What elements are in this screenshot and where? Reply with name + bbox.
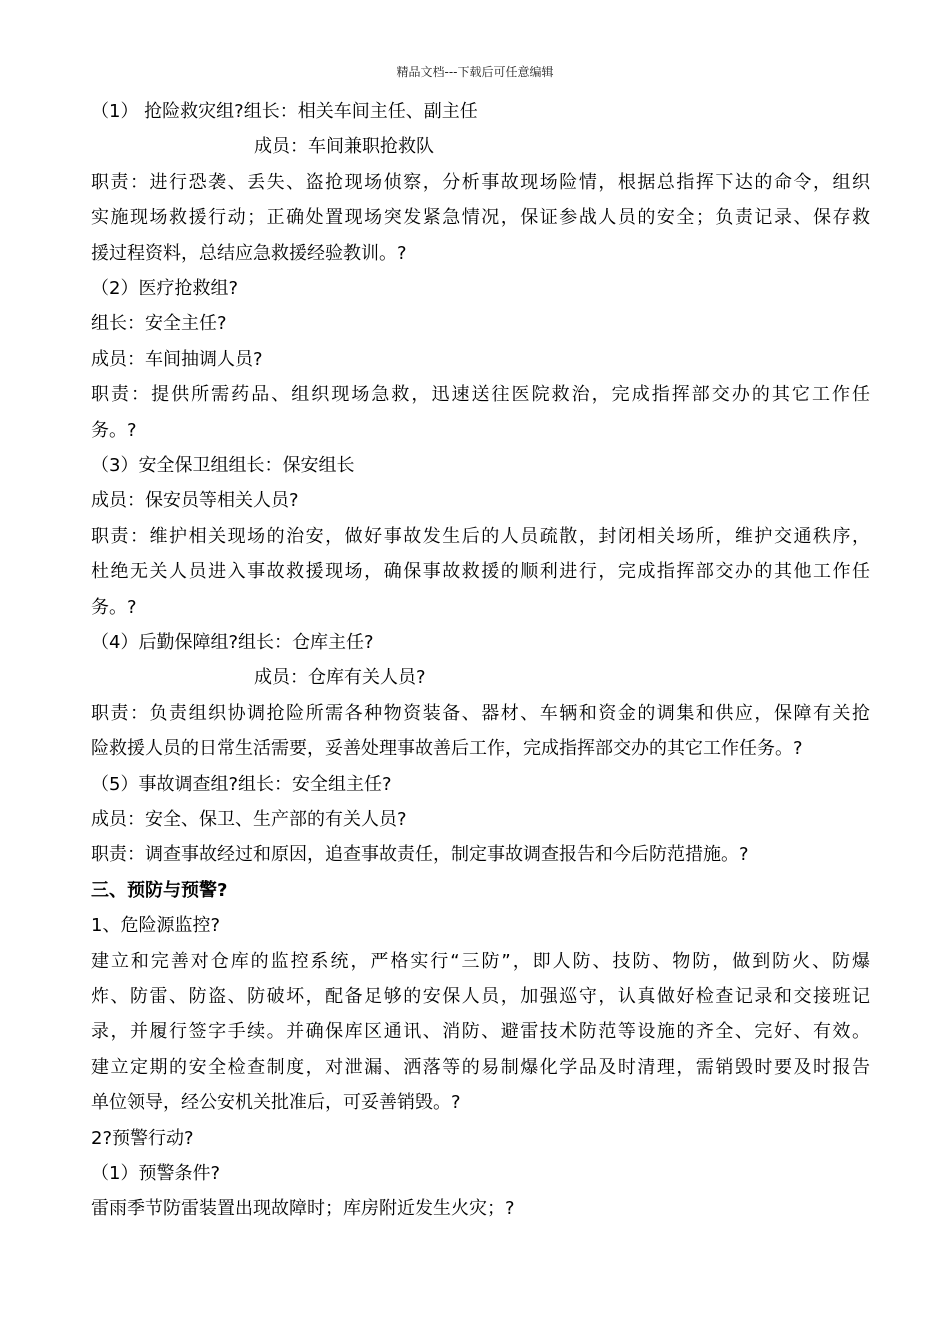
subsection-hazard-monitoring: 1、危险源监控? bbox=[91, 915, 221, 936]
team-security-duty-line2: 杜绝无关人员进入事故救援现场，确保事故救援的顺利进行，完成指挥部交办的其他工作任 bbox=[91, 561, 870, 582]
hazard-paragraph-line5: 单位领导，经公安机关批准后，可妥善销毁。? bbox=[91, 1092, 461, 1113]
team-security-duty-line3: 务。? bbox=[91, 597, 137, 618]
hazard-paragraph-line4: 建立定期的安全检查制度，对泄漏、洒落等的易制爆化学品及时清理，需销毁时要及时报告 bbox=[91, 1057, 870, 1078]
team-logistics-duty-line1: 职责：负责组织协调抢险所需各种物资装备、器材、车辆和资金的调集和供应，保障有关抢 bbox=[91, 703, 870, 724]
team-rescue-duty-line3: 援过程资料，总结应急救援经验教训。? bbox=[91, 243, 407, 264]
team-investigation-heading: （5）事故调查组?组长：安全组主任? bbox=[91, 774, 392, 795]
team-security-heading: （3）安全保卫组组长：保安组长 bbox=[91, 455, 355, 476]
hazard-paragraph-line3: 录，并履行签字手续。并确保库区通讯、消防、避雷技术防范等设施的齐全、完好、有效。 bbox=[91, 1021, 870, 1042]
hazard-paragraph-line2: 炸、防雷、防盗、防破坏，配备足够的安保人员，加强巡守，认真做好检查记录和交接班记 bbox=[91, 986, 870, 1007]
team-logistics-duty-line2: 险救援人员的日常生活需要，妥善处理事故善后工作，完成指挥部交办的其它工作任务。? bbox=[91, 738, 803, 759]
team-rescue-duty-line2: 实施现场救援行动；正确处置现场突发紧急情况，保证参战人员的安全；负责记录、保存救 bbox=[91, 207, 870, 228]
team-rescue-members: 成员：车间兼职抢救队 bbox=[254, 136, 434, 157]
team-security-members: 成员：保安员等相关人员? bbox=[91, 490, 299, 511]
team-medical-leader: 组长：安全主任? bbox=[91, 313, 227, 334]
team-logistics-members: 成员：仓库有关人员? bbox=[254, 667, 426, 688]
team-investigation-members: 成员：安全、保卫、生产部的有关人员? bbox=[91, 809, 407, 830]
team-medical-members: 成员：车间抽调人员? bbox=[91, 349, 263, 370]
team-medical-heading: （2）医疗抢救组? bbox=[91, 278, 239, 299]
subsection-warning-action: 2?预警行动? bbox=[91, 1128, 194, 1149]
team-security-duty-line1: 职责：维护相关现场的治安，做好事故发生后的人员疏散，封闭相关场所，维护交通秩序， bbox=[91, 526, 870, 547]
team-logistics-heading: （4）后勤保障组?组长：仓库主任? bbox=[91, 632, 374, 653]
warning-conditions-text: 雷雨季节防雷装置出现故障时；库房附近发生火灾；? bbox=[91, 1198, 515, 1219]
page-header: 精品文档---下载后可任意编辑 bbox=[396, 65, 554, 79]
team-medical-duty-line2: 务。? bbox=[91, 420, 137, 441]
hazard-paragraph-line1: 建立和完善对仓库的监控系统，严格实行“三防”，即人防、技防、物防，做到防火、防爆 bbox=[91, 951, 870, 972]
team-medical-duty-line1: 职责：提供所需药品、组织现场急救，迅速送往医院救治，完成指挥部交办的其它工作任 bbox=[91, 384, 870, 405]
section-heading-prevention: 三、预防与预警? bbox=[91, 880, 228, 901]
team-investigation-duty: 职责：调查事故经过和原因，追查事故责任，制定事故调查报告和今后防范措施。? bbox=[91, 844, 749, 865]
warning-conditions-heading: （1）预警条件? bbox=[91, 1163, 221, 1184]
team-rescue-duty-line1: 职责：进行恐袭、丢失、盗抢现场侦察，分析事故现场险情，根据总指挥下达的命令，组织 bbox=[91, 172, 870, 193]
team-rescue-heading: （1） 抢险救灾组?组长：相关车间主任、副主任 bbox=[91, 101, 478, 122]
